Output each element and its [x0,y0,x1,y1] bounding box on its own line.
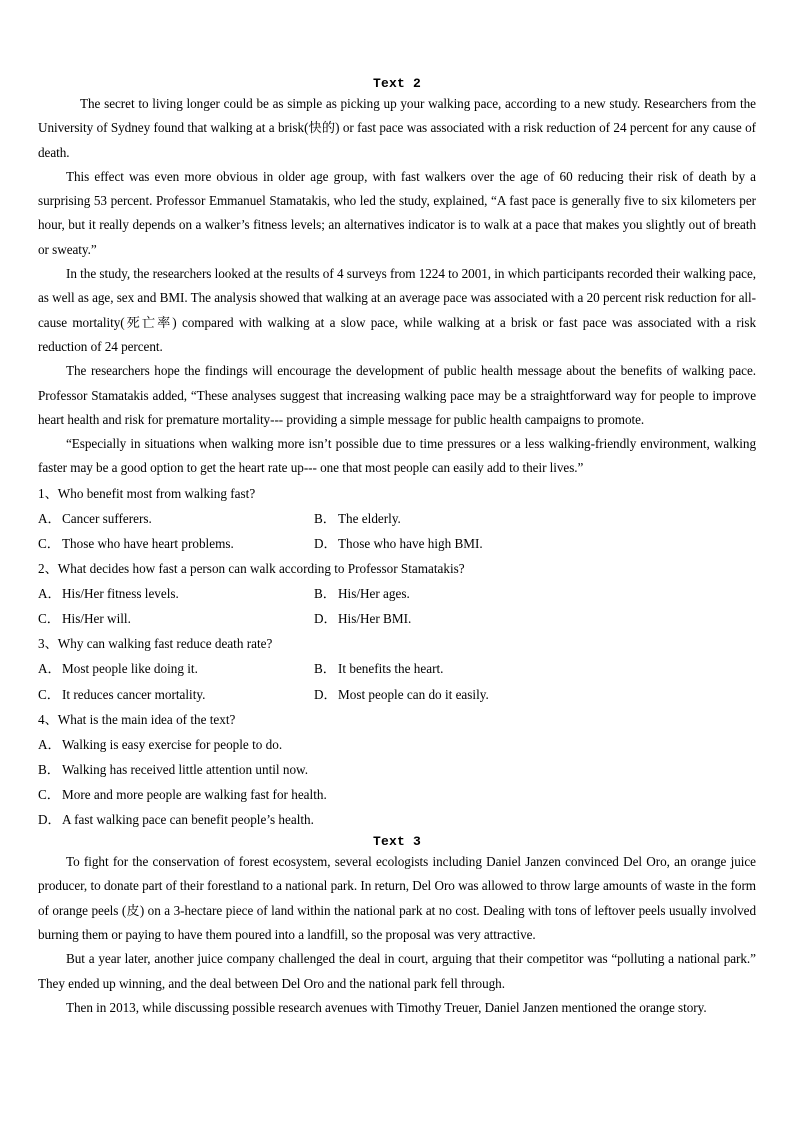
question-options [38,506,756,556]
option-letter: A． [38,661,61,677]
option-text: Cancer sufferers. [62,510,152,526]
text3-paragraph-3: Then in 2013, while discussing possible research avenues with Timothy Treuer, Daniel Janzen mentioned the orange story. [66,999,707,1015]
text2-paragraph-1: The secret to living longer could be as simple as picking up your walking pace, according to a new study. Researchers from the University of Sydney found that walking at a brisk(快的) or fast pace was associated with a risk reduction of 24 percent for any cause of death. [38,96,756,160]
option-d[interactable] [314,531,590,556]
option-d[interactable] [314,682,590,707]
option-text: His/Her will. [62,611,131,627]
option-letter: B． [314,586,336,602]
option-text: His/Her ages. [338,586,410,602]
option-letter: C． [38,611,60,627]
option-letter: D． [38,811,61,827]
option-a[interactable] [38,732,738,757]
option-text: It benefits the heart. [338,661,444,677]
option-letter: C． [38,535,60,551]
text2-paragraph-2: This effect was even more obvious in older age group, with fast walkers over the age of 60 reducing their risk of death by a surprising 53 percent. Professor Emmanuel Stamatakis, who led the study, explained, “A fast pace is generally five to six kilometers per hour, but it really depends on a walker’s fitness levels; an alternatives indicator is to walk at a pace that makes you slightly out of breath or sweaty.” [38,168,756,257]
option-letter: D． [314,535,337,551]
text2-section [38,76,756,832]
question-options [38,732,756,832]
option-text: A fast walking pace can benefit people’s health. [62,811,314,827]
option-text: Walking has received little attention until now. [62,761,309,777]
option-d[interactable] [314,606,590,631]
option-c[interactable] [38,531,314,556]
option-letter: C． [38,786,60,802]
text2-paragraph-3: In the study, the researchers looked at the results of 4 surveys from 1224 to 2001, in which participants recorded their walking pace, as well as age, sex and BMI. The analysis showed that walking at an average pace was associated with a 20 percent risk reduction for all-cause mortality(死亡率) compared with walking at a slow pace, while walking at a brisk or fast pace was associated with a risk reduction of 24 percent. [38,266,756,354]
option-a[interactable] [38,656,314,681]
option-a[interactable] [38,581,314,606]
text2-title: Text 2 [372,76,421,91]
option-letter: C． [38,686,60,702]
option-text: His/Her fitness levels. [62,586,179,602]
option-letter: B． [314,510,336,526]
question-stem: 3、Why can walking fast reduce death rate? [38,636,273,652]
option-letter: B． [38,761,60,777]
option-text: Those who have heart problems. [62,535,234,551]
option-letter: A． [38,510,61,526]
option-text: Most people like doing it. [62,661,198,677]
text2-paragraph-5: “Especially in situations when walking more isn’t possible due to time pressures or a less walking-friendly environment, walking faster may be a good option to get the heart rate up--- one that most people can easily add to their lives.” [38,436,756,476]
question-1 [38,481,756,556]
option-letter: A． [38,586,61,602]
option-letter: D． [314,686,337,702]
option-b[interactable] [314,656,590,681]
option-d[interactable] [38,807,738,832]
text3-paragraph-1: To fight for the conservation of forest ecosystem, several ecologists including Daniel Janzen convinced Del Oro, an orange juice producer, to donate part of their forestland to a national park. In return, Del Oro was allowed to throw large amounts of waste in the form of orange peels (皮) on a 3-hectare piece of land within the national park at no cost. Dealing with tons of leftover peels usually involved burning them or paying to have them poured into a landfill, so the proposal was very attractive. [38,854,756,942]
option-b[interactable] [38,757,738,782]
option-letter: B． [314,661,336,677]
question-stem: 2、What decides how fast a person can walk according to Professor Stamatakis? [38,561,465,577]
text3-paragraph-2: But a year later, another juice company challenged the deal in court, arguing that their competitor was “polluting a national park.” They ended up winning, and the deal between Del Oro and the national park fell through. [38,951,756,991]
option-a[interactable] [38,506,314,531]
option-text: Those who have high BMI. [338,535,483,551]
question-4 [38,707,756,832]
option-letter: A． [38,736,61,752]
question-stem: 1、Who benefit most from walking fast? [38,485,256,501]
option-letter: D． [314,611,337,627]
option-text: It reduces cancer mortality. [62,686,206,702]
option-c[interactable] [38,782,738,807]
text3-title: Text 3 [372,834,421,850]
option-b[interactable] [314,506,590,531]
option-text: More and more people are walking fast for health. [62,786,327,802]
option-b[interactable] [314,581,590,606]
question-2 [38,556,756,631]
option-c[interactable] [38,682,314,707]
option-text: Most people can do it easily. [338,686,489,702]
document-page [38,76,756,1020]
text3-section [38,834,756,1020]
option-c[interactable] [38,606,314,631]
option-text: The elderly. [338,510,401,526]
question-options [38,581,756,631]
question-options [38,656,756,706]
text2-paragraph-4: The researchers hope the findings will encourage the development of public health message about the benefits of walking pace. Professor Stamatakis added, “These analyses suggest that increasing walking pace may be a straightforward way for people to improve heart health and risk for premature mortality--- providing a simple message for public health campaigns to promote. [38,363,756,427]
question-3 [38,631,756,706]
option-text: Walking is easy exercise for people to do. [62,736,283,752]
option-text: His/Her BMI. [338,611,412,627]
question-stem: 4、What is the main idea of the text? [38,711,236,727]
